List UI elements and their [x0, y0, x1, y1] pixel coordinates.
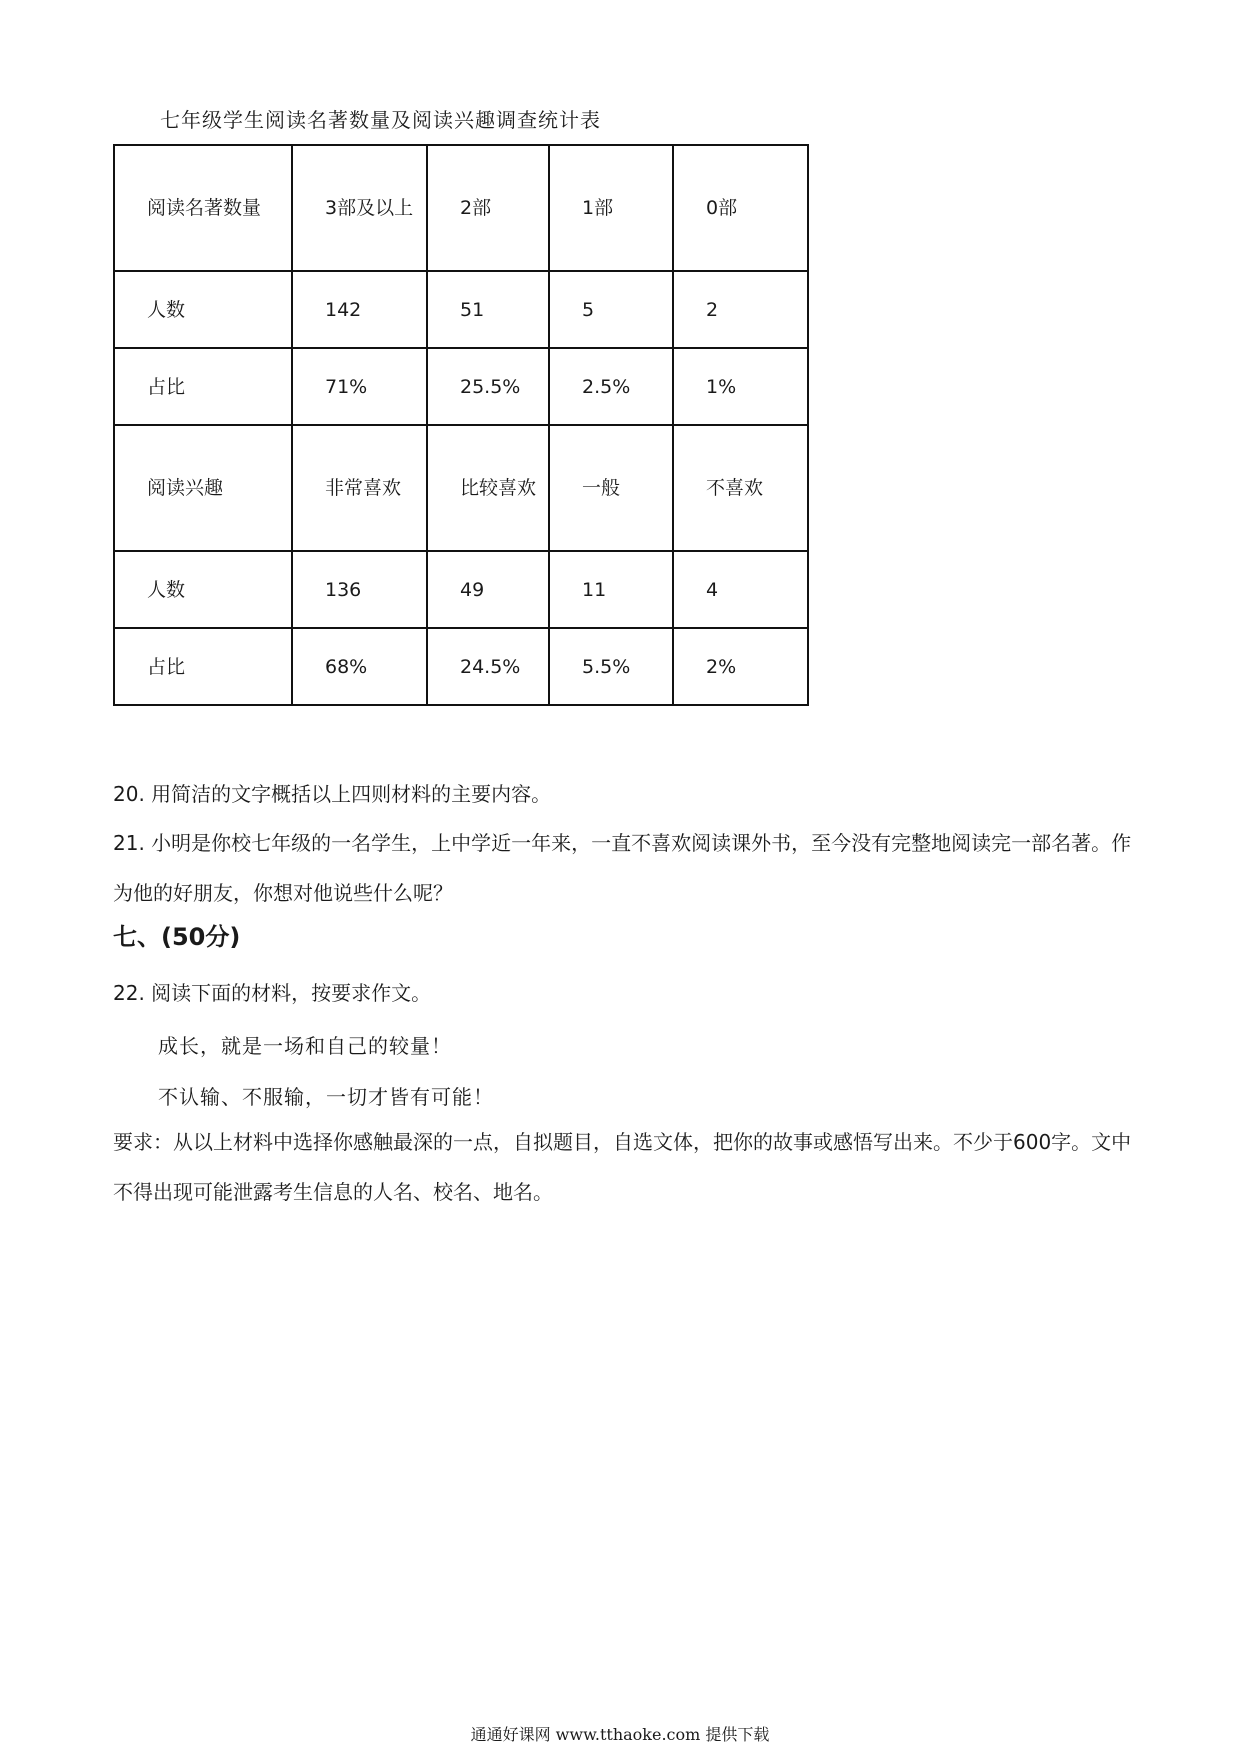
table-cell: 68% [292, 628, 427, 705]
material-line: 不认输、不服输，一切才皆有可能！ [158, 1085, 494, 1109]
table-cell: 人数 [114, 271, 292, 348]
section-heading: 七、(50分) [113, 923, 241, 951]
table-cell: 4 [673, 551, 808, 628]
question-22: 22. 阅读下面的材料，按要求作文。 [113, 981, 432, 1005]
table-cell: 一般 [549, 425, 673, 551]
table-cell: 1部 [549, 145, 673, 271]
table-cell: 占比 [114, 348, 292, 425]
table-cell: 25.5% [427, 348, 549, 425]
material-line: 成长，就是一场和自己的较量！ [158, 1034, 452, 1058]
table-cell: 24.5% [427, 628, 549, 705]
table-cell: 不喜欢 [673, 425, 808, 551]
essay-requirement: 要求：从以上材料中选择你感触最深的一点，自拟题目，自选文体，把你的故事或感悟写出来。不少于600字。文中不得出现可能泄露考生信息的人名、校名、地名。 [113, 1130, 1132, 1204]
table-cell: 0部 [673, 145, 808, 271]
table-cell: 2% [673, 628, 808, 705]
table-row [114, 145, 808, 271]
table-cell: 11 [549, 551, 673, 628]
table-cell: 阅读名著数量 [114, 145, 292, 271]
table-cell: 2部 [427, 145, 549, 271]
table-caption: 七年级学生阅读名著数量及阅读兴趣调查统计表 [160, 108, 601, 132]
table-cell: 人数 [114, 551, 292, 628]
table-cell: 1% [673, 348, 808, 425]
page-footer: 通通好课网 www.tthaoke.com 提供下载 [470, 1725, 770, 1744]
table-cell: 占比 [114, 628, 292, 705]
table-cell: 142 [292, 271, 427, 348]
table-cell: 阅读兴趣 [114, 425, 292, 551]
table-row [114, 551, 808, 628]
table-cell: 71% [292, 348, 427, 425]
table-row [114, 425, 808, 551]
table-cell: 49 [427, 551, 549, 628]
table-row [114, 271, 808, 348]
question-20: 20. 用简洁的文字概括以上四则材料的主要内容。 [113, 782, 552, 806]
table-cell: 非常喜欢 [292, 425, 427, 551]
table-cell: 2 [673, 271, 808, 348]
table-cell: 2.5% [549, 348, 673, 425]
table-cell: 比较喜欢 [427, 425, 549, 551]
table-cell: 5 [549, 271, 673, 348]
table-cell: 51 [427, 271, 549, 348]
table-row [114, 348, 808, 425]
reading-survey-table [113, 144, 809, 706]
table-cell: 136 [292, 551, 427, 628]
table-row [114, 628, 808, 705]
table-cell: 5.5% [549, 628, 673, 705]
table-cell: 3部及以上 [292, 145, 427, 271]
question-21: 21. 小明是你校七年级的一名学生，上中学近一年来，一直不喜欢阅读课外书，至今没有完整地阅读完一部名著。作为他的好朋友，你想对他说些什么呢？ [113, 831, 1132, 905]
